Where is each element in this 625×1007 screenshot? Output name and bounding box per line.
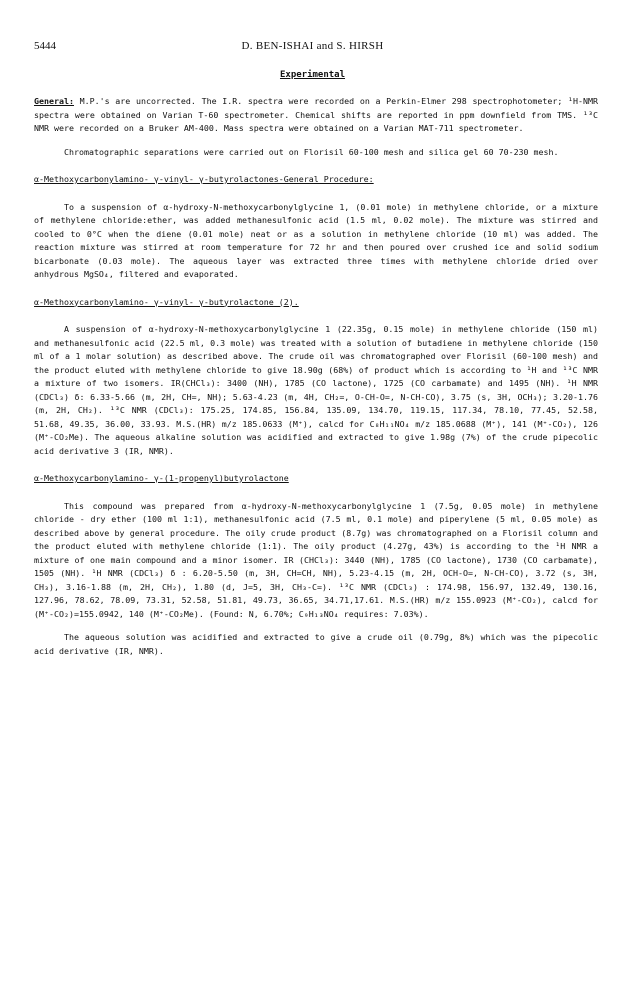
article-body xyxy=(34,95,598,668)
section-title: Experimental xyxy=(279,70,346,80)
general-text: M.P.'s are uncorrected. The I.R. spectra were recorded on a Perkin-Elmer 298 spectrophotometer; ¹H-NMR spectra were obtained on Varian T-60 spectrometer. Chemical shifts are reported in ppm downfield from TMS. ¹³C NMR were recorded on a Bruker AM-400. Mass spectra were obtained on a Varian MAT-711 spectrometer. xyxy=(34,96,598,133)
propenyl-paragraph: This compound was prepared from α-hydroxy-N-methoxycarbonylglycine 1 (7.5g, 0.05 mole) in methylene chloride - dry ether (100 ml 1:1), methanesulfonic acid (7.5 ml, 0.1 mole) and piperylene (5 ml, 0.05 mole) as described above by general procedure. The oily crude product (8.7g) was chromatographed on a Florisil column and the product eluted with methylene chloride (1:1). The oily product (4.27g, 43%) is according to the ¹H NMR a mixture of one main compound and a minor isomer. IR (CHCl₃): 3440 (NH), 1785 (CO lactone), 1730 (CO carbamate), 1505 (NH). ¹H NMR (CDCl₃) δ : 6.20-5.50 (m, 3H, CH=CH, NH), 5.23-4.15 (m, 2H, OCH-O=, N-CH-CO), 3.72 (s, 3H, CH₃), 3.16-1.88 (m, 2H, CH₂), 1.80 (d, J=5, 3H, CH₃-C=). ¹³C NMR (CDCl₃) : 174.98, 156.97, 132.49, 130.16, 127.96, 78.62, 78.09, 73.31, 52.58, 51.81, 49.73, 36.65, 34.71,17.61. M.S.(HR) m/z 155.0923 (M⁺-CO₂), calcd for (M⁺-CO₂)=155.0942, 140 (M⁺-CO₂Me). (Found: N, 6.70%; C₉H₁₃NO₄ requires: 7.03%). xyxy=(34,500,598,619)
procedure-paragraph: To a suspension of α-hydroxy-N-methoxycarbonylglycine 1, (0.01 mole) in methylene chloride, or a mixture of methylene chloride:ether, was added methanesulfonic acid (1.5 ml, 0.02 mole). The mixture was stirred and cooled to 0°C when the diene (0.01 mole) neat or as a solution in methylene chloride (10 ml) was added. The reaction mixture was stirred at room temperature for 72 hr and then poured over crushed ice and solid sodium bicarbonate (0.03 mole). The aqueous layer was extracted three times with methylene chloride dried over anhydrous MgSO₄, filtered and evaporated. xyxy=(34,201,598,279)
general-label: General: xyxy=(34,96,74,106)
running-authors: D. BEN-ISHAI and S. HIRSH xyxy=(241,40,384,52)
chromatography-paragraph: Chromatographic separations were carried out on Florisil 60-100 mesh and silica gel 60 70-230 mesh. xyxy=(64,146,559,157)
propenyl-paragraph-2: The aqueous solution was acidified and extracted to give a crude oil (0.79g, 8%) which was the pipecolic acid derivative (IR, NMR). xyxy=(34,632,598,656)
compound2-paragraph: A suspension of α-hydroxy-N-methoxycarbonylglycine 1 (22.35g, 0.15 mole) in methylene chloride (150 ml) and methanesulfonic acid (22.5 ml, 0.3 mole) was treated with a solution of butadiene in methylene chloride (150 ml of a 1 molar solution) as described above. The crude oil was chromatographed over Florisil (60-100 mesh) and the product eluted with methylene chloride to give 18.90g (68%) of product which is according to ¹H and ¹³C NMR a mixture of two isomers. IR(CHCl₃): 3400 (NH), 1785 (CO lactone), 1725 (CO carbamate) and 1495 (NH). ¹H NMR (CDCl₃) δ: 6.33-5.66 (m, 2H, CH=, NH); 5.63-4.23 (m, 4H, CH₂=, O-CH-O=, N-CH-CO), 3.75 (s, 3H, OCH₃); 3.20-1.76 (m, 2H, CH₂). ¹³C NMR (CDCl₃): 175.25, 174.85, 156.84, 135.09, 134.70, 119.15, 117.34, 78.10, 77.45, 52.58, 51.68, 49.35, 36.00, 33.93. M.S.(HR) m/z 185.0633 (M⁺), calcd for C₈H₁₁NO₄ m/z 185.0688 (M⁺), 141 (M⁺-CO₂), 126 (M⁺-CO₂Me). The aqueous alkaline solution was acidified and extracted to give 1.98g (7%) of the crude pipecolic acid derivative 3 (IR, NMR). xyxy=(34,324,598,456)
page-header xyxy=(34,40,591,56)
procedure-heading: α-Methoxycarbonylamino- γ-vinyl- γ-butyrolactones-General Procedure: xyxy=(34,174,374,184)
page-number: 5444 xyxy=(34,40,56,52)
general-paragraph xyxy=(34,95,598,136)
propenyl-heading: α-Methoxycarbonylamino- γ-(1-propenyl)butyrolactone xyxy=(34,473,289,483)
compound2-heading: α-Methoxycarbonylamino- γ-vinyl- γ-butyrolactone (2). xyxy=(34,296,299,307)
